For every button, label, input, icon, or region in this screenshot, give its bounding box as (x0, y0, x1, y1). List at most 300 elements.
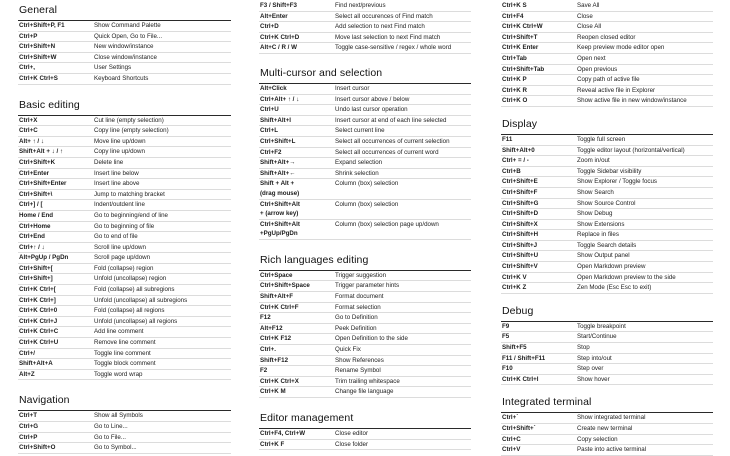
shortcut-description: Open Markdown preview to the side (577, 273, 676, 281)
shortcut-row (18, 349, 231, 360)
shortcut-row (501, 343, 713, 354)
shortcut-description: Open previous (577, 65, 618, 73)
shortcut-description: Insert cursor above / below (335, 95, 410, 103)
shortcut-keys: Ctrl+ = / - (502, 157, 529, 165)
shortcut-keys: Ctrl+Alt+ ↑ / ↓ (260, 95, 300, 103)
shortcut-row (501, 188, 713, 199)
shortcut-keys: Ctrl+Shift+K (19, 158, 56, 166)
shortcut-row (501, 1, 713, 12)
shortcut-row (501, 364, 713, 375)
shortcut-keys: F2 (260, 367, 268, 375)
shortcut-description: Toggle breakpoint (577, 322, 626, 330)
shortcut-row (259, 220, 471, 240)
shortcut-keys: Ctrl+L (260, 127, 279, 135)
shortcut-row (501, 262, 713, 273)
shortcut-description: Toggle block comment (94, 360, 156, 368)
shortcut-row (259, 387, 471, 398)
shortcut-row (259, 169, 471, 180)
section-title-basic-editing: Basic editing (18, 94, 231, 116)
shortcut-description: Show Extensions (577, 220, 625, 228)
shortcut-row (259, 271, 471, 282)
shortcut-keys: Ctrl+K F (260, 440, 285, 448)
shortcut-keys: Ctrl+Tab (502, 54, 527, 62)
shortcut-description: Select all occurrences of current selection (335, 137, 450, 145)
shortcut-description: Close (577, 12, 593, 20)
section-basic-editing-rows (18, 116, 231, 381)
shortcut-keys: Ctrl+P (19, 433, 38, 441)
shortcut-description: Format document (335, 293, 384, 301)
shortcut-row (501, 283, 713, 294)
shortcut-description: Go to beginning/end of line (94, 211, 168, 219)
shortcut-row (501, 75, 713, 86)
shortcut-keys: Ctrl+Shift+X (502, 220, 538, 228)
shortcut-keys: F3 / Shift+F3 (260, 2, 297, 9)
shortcut-description: Stop (577, 344, 590, 352)
shortcut-description: Add selection to next Find match (335, 23, 425, 31)
shortcut-description: Format selection (335, 303, 381, 311)
shortcut-keys: Ctrl+Shift+W (19, 53, 57, 61)
shortcut-description: Step into/out (577, 354, 612, 362)
shortcut-keys: Alt+C / R / W (260, 44, 297, 52)
shortcut-description: Show all Symbols (94, 412, 143, 420)
shortcut-row (18, 137, 231, 148)
shortcut-row (259, 200, 471, 220)
shortcut-row (18, 285, 231, 296)
shortcut-keys: Ctrl+Shift+Tab (502, 65, 545, 73)
shortcut-row (501, 156, 713, 167)
shortcut-description: Reveal active file in Explorer (577, 86, 656, 94)
shortcut-keys: Ctrl+K O (502, 97, 528, 105)
shortcut-row (501, 413, 713, 424)
shortcut-keys: Ctrl+K Ctrl+D (260, 33, 300, 41)
shortcut-row (18, 147, 231, 158)
shortcut-row (259, 440, 471, 451)
shortcut-keys: Ctrl+↑ / ↓ (19, 243, 45, 251)
shortcut-row (18, 422, 231, 433)
shortcut-description: Undo last cursor operation (335, 106, 408, 114)
shortcut-row (18, 126, 231, 137)
shortcut-keys: Shift+Alt+F (260, 293, 294, 301)
shortcut-description: Keyboard Shortcuts (94, 74, 149, 82)
shortcut-description: Keep preview mode editor open (577, 44, 665, 52)
shortcut-keys: Ctrl+K M (260, 388, 286, 396)
shortcut-keys: Shift+F12 (260, 356, 289, 364)
shortcut-row (18, 359, 231, 370)
shortcut-keys: Ctrl+K Ctrl+X (260, 377, 299, 385)
shortcut-keys: Ctrl+Shift+J (502, 241, 538, 249)
shortcut-description: Fold (collapse) region (94, 264, 154, 272)
column-right (501, 1, 713, 456)
shortcut-description: Go to File... (94, 433, 126, 441)
shortcut-keys: Ctrl+Shift+F (502, 188, 538, 196)
column-left (18, 0, 231, 454)
shortcut-keys: Ctrl+K Ctrl+C (19, 328, 59, 336)
shortcut-row (259, 1, 471, 12)
shortcut-keys: Ctrl+K R (502, 86, 527, 94)
shortcut-description: Create new terminal (577, 425, 633, 432)
shortcut-keys: Ctrl+Enter (19, 169, 50, 177)
shortcut-description: Go to beginning of file (94, 222, 155, 230)
section-general-rows (18, 21, 231, 85)
shortcut-row (18, 443, 231, 454)
shortcut-keys: Shift+Alt+0 (502, 146, 535, 154)
shortcut-description: Replace in files (577, 231, 619, 239)
shortcut-row (18, 169, 231, 180)
shortcut-description: Insert line above (94, 180, 140, 188)
shortcut-description: Toggle line comment (94, 349, 151, 357)
shortcut-keys: Alt+Z (19, 370, 35, 378)
shortcut-row (259, 281, 471, 292)
shortcut-row (259, 105, 471, 116)
shortcut-row (501, 167, 713, 178)
shortcut-keys: Ctrl+Shift+\ (19, 190, 53, 198)
shortcut-keys: Shift+Alt+A (19, 360, 53, 368)
shortcut-description: Scroll line up/down (94, 243, 146, 251)
shortcut-description: Trim trailing whitespace (335, 377, 400, 385)
shortcut-description: Show Search (577, 188, 614, 196)
shortcut-keys: Ctrl+Shift+H (502, 231, 539, 239)
shortcut-keys: F5 (502, 333, 510, 341)
shortcut-keys: Ctrl+Space (260, 271, 293, 279)
shortcut-keys: Shift+Alt+← (260, 169, 296, 177)
shortcut-keys: Ctrl+Home (19, 222, 51, 230)
shortcut-row (18, 306, 231, 317)
shortcut-row (259, 137, 471, 148)
shortcut-row (18, 179, 231, 190)
section-editor-management-rows (259, 429, 471, 450)
shortcut-description: Insert cursor (335, 84, 370, 92)
shortcut-description: Show References (335, 356, 384, 364)
shortcut-keys: Ctrl+Shift+L (260, 137, 296, 145)
shortcut-row (259, 158, 471, 169)
shortcut-description: Go to end of file (94, 233, 138, 241)
shortcut-row (18, 274, 231, 285)
shortcut-keys: Ctrl+End (19, 233, 45, 241)
shortcut-row (259, 429, 471, 440)
shortcut-description: Column (box) selection (335, 200, 399, 208)
shortcut-row (18, 74, 231, 85)
shortcut-row (259, 292, 471, 303)
shortcut-row (259, 22, 471, 33)
shortcut-keys: Shift+Alt + ↓ / ↑ (19, 148, 64, 156)
shortcut-description: Close All (577, 23, 602, 31)
shortcut-row (259, 334, 471, 345)
shortcut-row (501, 209, 713, 220)
shortcut-description: Toggle editor layout (horizontal/vertical) (577, 146, 685, 154)
shortcut-row (501, 12, 713, 23)
shortcut-description: Find next/previous (335, 2, 386, 9)
shortcut-keys: Alt+Click (260, 84, 287, 92)
shortcut-row (18, 253, 231, 264)
shortcut-row (18, 200, 231, 211)
shortcut-keys: Ctrl+Shift+Alt +PgUp/PgDn (260, 220, 300, 238)
section-title-editor-management: Editor management (259, 407, 471, 429)
shortcut-keys: Ctrl+K F12 (260, 335, 292, 343)
section-title-navigation: Navigation (18, 389, 231, 411)
shortcut-row (501, 424, 713, 435)
shortcut-description: Show Explorer / Toggle focus (577, 178, 658, 186)
shortcut-keys: Shift+F5 (502, 344, 527, 352)
shortcut-description: Unfold (uncollapse) all subregions (94, 296, 188, 304)
shortcut-description: Toggle Sidebar visibility (577, 167, 642, 175)
shortcut-row (259, 356, 471, 367)
shortcut-keys: Ctrl+F4 (502, 12, 524, 20)
shortcut-description: Copy selection (577, 435, 618, 443)
shortcut-keys: Ctrl+/ (19, 349, 35, 357)
shortcut-description: Paste into active terminal (577, 446, 647, 454)
shortcut-row (501, 354, 713, 365)
shortcut-row (18, 63, 231, 74)
shortcut-keys: F10 (502, 365, 513, 373)
section-file-rows (501, 1, 713, 107)
shortcut-keys: Ctrl+P (19, 32, 38, 40)
shortcut-description: Move last selection to next Find match (335, 33, 441, 41)
shortcut-description: Select all occurrences of current word (335, 148, 439, 156)
shortcut-keys: F12 (260, 314, 271, 322)
shortcut-keys: Ctrl+Shift+` (502, 425, 536, 432)
shortcut-row (18, 222, 231, 233)
shortcut-keys: Ctrl+Shift+[ (19, 264, 53, 272)
shortcut-keys: Ctrl+K Ctrl+] (19, 296, 56, 304)
shortcut-description: Close folder (335, 440, 369, 448)
shortcut-keys: Ctrl+K S (502, 2, 527, 9)
shortcut-row (501, 96, 713, 107)
shortcut-keys: Ctrl+Shift+Alt + (arrow key) (260, 200, 300, 218)
shortcut-row (18, 338, 231, 349)
shortcut-row (18, 296, 231, 307)
section-title-multi-cursor: Multi-cursor and selection (259, 62, 471, 84)
shortcut-row (18, 21, 231, 32)
shortcut-description: Save All (577, 2, 600, 9)
shortcut-keys: Ctrl+] / [ (19, 201, 43, 209)
shortcut-row (501, 199, 713, 210)
shortcut-description: Insert cursor at end of each line selected (335, 116, 447, 124)
shortcut-description: Fold (collapse) all subregions (94, 286, 175, 294)
shortcut-keys: Ctrl+K V (502, 273, 527, 281)
shortcut-description: Unfold (uncollapse) region (94, 275, 167, 283)
shortcut-description: Zen Mode (Esc Esc to exit) (577, 284, 652, 292)
shortcut-row (501, 54, 713, 65)
shortcut-row (501, 33, 713, 44)
shortcut-keys: Alt+Enter (260, 12, 288, 20)
shortcut-description: Column (box) selection page up/down (335, 220, 439, 228)
shortcut-description: User Settings (94, 64, 132, 72)
shortcut-description: Indent/outdent line (94, 201, 145, 209)
shortcut-keys: Ctrl+K Ctrl+[ (19, 286, 56, 294)
shortcut-description: Change file language (335, 388, 394, 396)
shortcut-row (501, 65, 713, 76)
shortcut-description: Toggle Search details (577, 241, 637, 249)
section-display-rows (501, 135, 713, 294)
shortcut-keys: Ctrl+K Ctrl+W (502, 23, 543, 31)
shortcut-row (501, 230, 713, 241)
shortcut-row (259, 12, 471, 23)
shortcut-row (259, 366, 471, 377)
shortcut-row (259, 324, 471, 335)
shortcut-description: Trigger suggestion (335, 271, 387, 279)
shortcut-row (501, 146, 713, 157)
shortcut-keys: Shift+Alt+→ (260, 159, 296, 167)
shortcut-row (18, 53, 231, 64)
shortcut-description: Go to Definition (335, 314, 378, 322)
shortcut-description: Insert line below (94, 169, 139, 177)
shortcut-keys: Shift+Alt+I (260, 116, 291, 124)
shortcut-description: Copy path of active file (577, 76, 640, 84)
shortcut-description: Select all occurences of Find match (335, 12, 433, 20)
shortcut-keys: F9 (502, 322, 510, 330)
shortcut-keys: Ctrl+K P (502, 76, 527, 84)
shortcut-description: Show integrated terminal (577, 414, 646, 422)
shortcut-row (259, 179, 471, 199)
shortcut-row (18, 232, 231, 243)
shortcut-description: Add line comment (94, 328, 144, 336)
shortcut-keys: Ctrl+K Z (502, 284, 527, 292)
section-find-rows (259, 1, 471, 54)
shortcut-keys: Ctrl+, (19, 64, 35, 72)
shortcut-row (259, 84, 471, 95)
shortcut-description: Select current line (335, 127, 385, 135)
shortcut-row (18, 116, 231, 127)
shortcut-keys: Ctrl+` (502, 414, 519, 422)
shortcut-keys: Ctrl+Shift+V (502, 263, 538, 271)
shortcut-row (501, 322, 713, 333)
shortcut-row (501, 332, 713, 343)
shortcut-row (259, 345, 471, 356)
shortcut-keys: Ctrl+. (260, 346, 276, 354)
shortcut-description: Delete line (94, 158, 124, 166)
shortcut-row (259, 377, 471, 388)
section-navigation-rows (18, 411, 231, 453)
shortcut-keys: Ctrl+Shift+G (502, 199, 539, 207)
shortcut-description: Go to Symbol... (94, 444, 137, 452)
shortcut-description: Open Markdown preview (577, 263, 646, 271)
shortcut-keys: Ctrl+F4, Ctrl+W (260, 430, 306, 437)
shortcut-row (259, 116, 471, 127)
shortcut-keys: Ctrl+Shift+U (502, 252, 539, 260)
shortcut-keys: Ctrl+Shift+N (19, 43, 56, 51)
shortcut-row (18, 327, 231, 338)
section-integrated-terminal-rows (501, 413, 713, 455)
shortcut-description: New window/instance (94, 43, 154, 51)
section-title-rich-languages: Rich languages editing (259, 249, 471, 271)
shortcut-row (18, 42, 231, 53)
shortcut-row (501, 445, 713, 456)
shortcut-keys: Ctrl+Shift+Space (260, 282, 310, 290)
shortcut-keys: Ctrl+V (502, 446, 521, 454)
shortcut-keys: Alt+ ↑ / ↓ (19, 137, 44, 145)
shortcut-description: Unfold (uncollapse) all regions (94, 317, 178, 325)
section-title-integrated-terminal: Integrated terminal (501, 391, 713, 413)
shortcut-row (18, 317, 231, 328)
shortcut-description: Fold (collapse) all regions (94, 307, 165, 315)
shortcut-row (501, 86, 713, 97)
shortcut-keys: Ctrl+G (19, 423, 39, 430)
shortcut-keys: Home / End (19, 211, 54, 219)
shortcut-row (259, 303, 471, 314)
shortcut-keys: Ctrl+X (19, 116, 38, 124)
shortcut-description: Copy line up/down (94, 148, 145, 156)
shortcut-description: Quick Fix (335, 346, 361, 354)
shortcut-description: Reopen closed editor (577, 33, 636, 41)
shortcut-keys: Ctrl+T (19, 412, 38, 420)
section-debug-rows (501, 322, 713, 386)
shortcut-keys: Ctrl+Shift+] (19, 275, 53, 283)
shortcut-row (501, 43, 713, 54)
shortcut-keys: Ctrl+K Ctrl+F (260, 303, 299, 311)
shortcut-description: Go to Line... (94, 423, 128, 430)
shortcut-row (18, 190, 231, 201)
shortcut-keys: Ctrl+Shift+T (502, 33, 538, 41)
shortcut-keys: Ctrl+Shift+Enter (19, 180, 67, 188)
section-rich-languages-rows (259, 271, 471, 398)
shortcut-keys: Shift + Alt + (drag mouse) (260, 180, 300, 197)
shortcut-description: Show Debug (577, 210, 613, 218)
shortcut-description: Show active file in new window/instance (577, 97, 687, 105)
shortcut-row (259, 313, 471, 324)
shortcut-description: Show Command Palette (94, 22, 161, 29)
shortcut-keys: Ctrl+C (19, 127, 38, 135)
shortcut-keys: Ctrl+D (260, 23, 279, 31)
shortcut-description: Close window/instance (94, 53, 157, 61)
shortcut-description: Step over (577, 365, 604, 373)
shortcut-keys: Ctrl+F2 (260, 148, 282, 156)
shortcut-keys: Alt+PgUp / PgDn (19, 254, 69, 262)
shortcut-row (501, 135, 713, 146)
shortcut-row (501, 241, 713, 252)
shortcut-keys: Ctrl+Shift+E (502, 178, 538, 186)
shortcut-row (259, 43, 471, 54)
shortcut-keys: Alt+F12 (260, 324, 283, 332)
shortcut-keys: Ctrl+K Ctrl+U (19, 339, 59, 347)
shortcut-description: Toggle case-sensitive / regex / whole word (335, 44, 452, 52)
shortcut-row (18, 370, 231, 381)
shortcut-description: Show Source Control (577, 199, 636, 207)
shortcut-keys: Ctrl+C (502, 435, 521, 443)
shortcut-description: Shrink selection (335, 169, 379, 177)
section-title-display: Display (501, 113, 713, 135)
shortcut-row (18, 264, 231, 275)
shortcut-row (259, 95, 471, 106)
shortcut-description: Cut line (empty selection) (94, 116, 164, 124)
shortcut-keys: Ctrl+K Ctrl+S (19, 74, 58, 82)
shortcut-description: Remove line comment (94, 339, 156, 347)
shortcut-description: Rename Symbol (335, 367, 381, 375)
shortcut-description: Peek Definition (335, 324, 377, 332)
shortcut-description: Expand selection (335, 159, 383, 167)
shortcut-keys: Ctrl+K Ctrl+J (19, 317, 58, 325)
shortcut-description: Open Definition to the side (335, 335, 408, 343)
shortcut-row (18, 32, 231, 43)
shortcut-row (18, 211, 231, 222)
shortcut-row (501, 375, 713, 386)
shortcut-description: Close editor (335, 430, 369, 437)
shortcut-description: Move line up/down (94, 137, 146, 145)
shortcut-row (18, 158, 231, 169)
shortcut-row (501, 273, 713, 284)
section-multi-cursor-rows (259, 84, 471, 240)
shortcut-description: Show hover (577, 375, 610, 383)
shortcut-description: Column (box) selection (335, 180, 399, 188)
shortcut-row (501, 177, 713, 188)
shortcut-keys: F11 / Shift+F11 (502, 354, 546, 362)
shortcut-description: Zoom in/out (577, 157, 610, 165)
shortcut-description: Show Output panel (577, 252, 630, 260)
shortcut-row (18, 411, 231, 422)
shortcut-row (18, 243, 231, 254)
shortcut-keys: Ctrl+Shift+O (19, 444, 56, 452)
shortcut-row (259, 148, 471, 159)
section-title-debug: Debug (501, 300, 713, 322)
